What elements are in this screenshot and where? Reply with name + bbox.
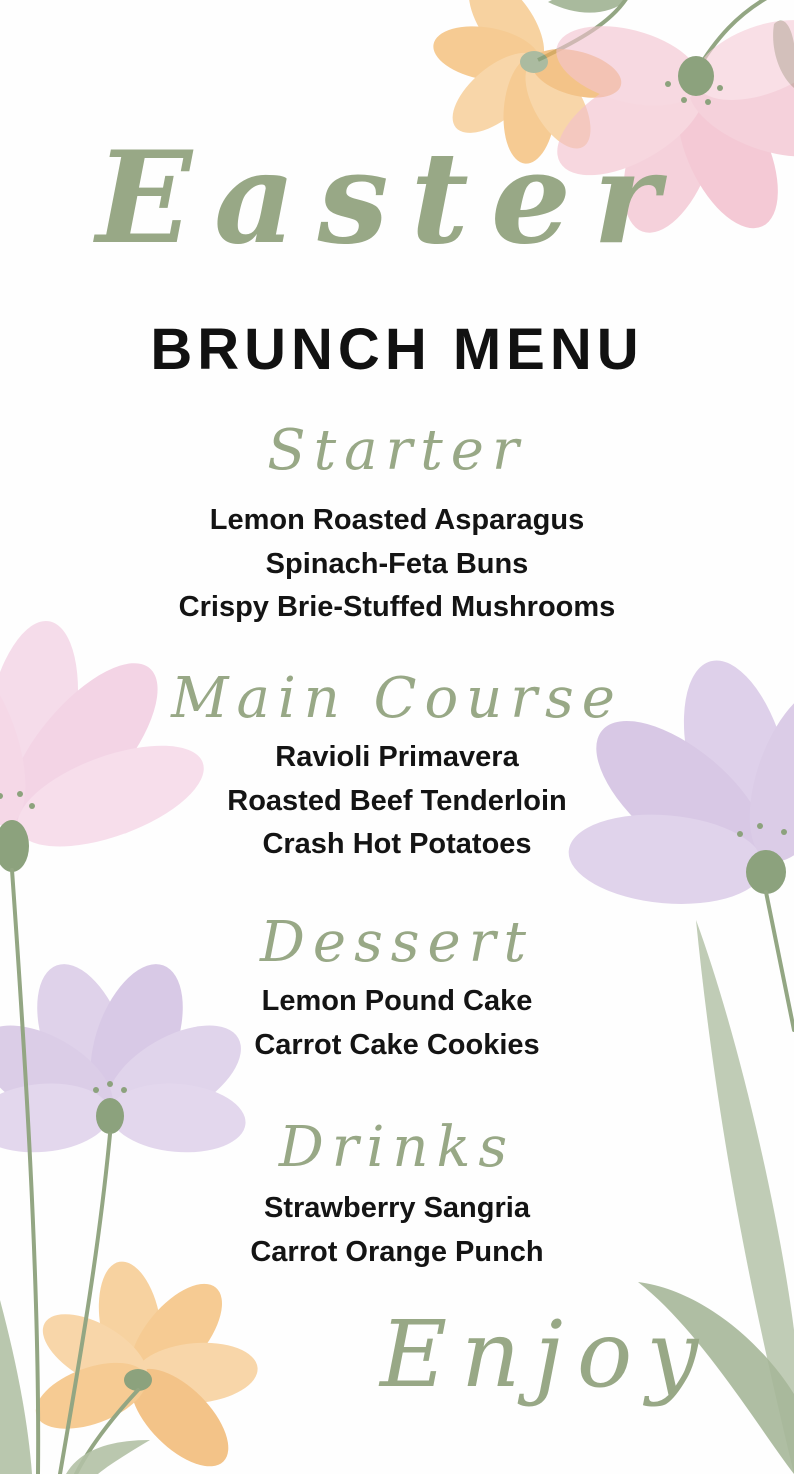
subtitle-brunch-menu: BRUNCH MENU (150, 317, 644, 382)
section-heading-starter: Starter (267, 418, 527, 483)
menu-item: Ravioli Primavera (275, 741, 519, 773)
menu-item: Crash Hot Potatoes (262, 828, 532, 860)
menu-item: Lemon Roasted Asparagus (209, 504, 585, 536)
title-script-easter: Easter (96, 124, 682, 272)
bottom-peach-flower-center (124, 1369, 152, 1391)
menu-item: Carrot Orange Punch (250, 1235, 544, 1268)
section-heading-drinks: Drinks (278, 1115, 516, 1180)
section-list-main-course (0, 736, 794, 867)
section-list-dessert (0, 980, 794, 1067)
menu-item: Carrot Cake Cookies (254, 1028, 540, 1061)
menu-item: Spinach-Feta Buns (265, 547, 529, 580)
section-heading-dessert: Dessert (260, 910, 534, 975)
menu-item: Lemon Pound Cake (261, 985, 533, 1017)
closing-script-enjoy: Enjoy (380, 1301, 713, 1408)
menu-item: Strawberry Sangria (264, 1192, 530, 1224)
menu-item: Roasted Beef Tenderloin (227, 784, 567, 817)
menu-item: Crispy Brie-Stuffed Mushrooms (178, 591, 616, 623)
section-list-drinks (0, 1187, 794, 1274)
section-list-starter (0, 499, 794, 630)
section-heading-main-course: Main Course (171, 666, 623, 731)
pink-flower-center (678, 56, 714, 96)
